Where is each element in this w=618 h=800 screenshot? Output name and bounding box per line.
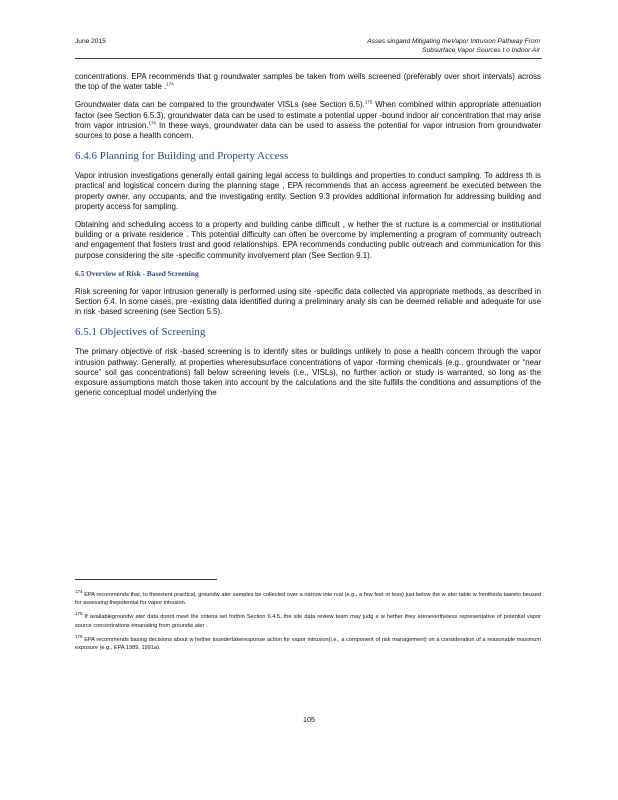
footnote-text: EPA recommends that, to theextent practical, groundw ater samples be collected over a narrow inte rval (e.g., a few feet or less) just below the w ater table w hentheda taareto beused for assessing thepotential for vapor intrusion. [75,592,541,607]
body-text [75,72,541,398]
paragraph-text: Groundwater data can be compared to the groundwater VISLs (see Section 6.5). [75,100,365,110]
header-title [367,38,540,55]
heading-6-5: 6.5 Overview of Risk - Based Screening [75,268,199,278]
header-rule [75,58,542,59]
footnote-ref: 174 [166,81,174,87]
paragraph-risk-screening: Risk screening for vapor intrusion generally is performed using site -specific data collected via appropriate methods, as described in Section 6.4. In some cases, pre -existing data identified during a preliminary analy sis can be deemed reliable and adequate for use in risk -based screening (see Section 5.5). [75,286,541,317]
footnote-text: EPA recommends basing decisions about w hether toundertakeresponse action for vapor intrusion(i.e., a component of risk management) on a consideration of a reasonable maximum exposure (e.g., EPA 1989, 1991a). [75,636,541,652]
heading-6-5-1: 6.5.1 Objectives of Screening [75,326,206,339]
footnote-174 [75,591,541,607]
footnote-176 [75,633,541,652]
header-date: June 2015 [75,38,106,45]
footnote-175 [75,613,541,629]
footnotes [75,591,541,658]
header-title-line1: Asses singand Mitigating theVapor Intrusion Pathway From [367,38,540,45]
paragraph-groundwater-samples [75,72,541,92]
paragraph-text: When combined within appropriate attenuation factor (see Section 6.5.3), groundwater data can be used to estimate a potential upper -bound indoor air concentration that may arise from vapor intrusion. [75,100,541,130]
paragraph-text: In these ways, groundwater data can be used to assess the potential for vapor intrusion from groundwater sources to pose a health concern. [75,120,542,141]
page-number: 105 [303,715,315,724]
footnote-ref: 176 [148,120,157,126]
footnote-ref: 175 [364,99,373,105]
footnote-number: 174 [75,589,83,595]
footnote-text: If availablegroundw ater data donot meet the criteria set forthin Section 6.4.5, the site data review team may judg e w hether they arenevertheless representative of potential vapor source concentrations emanating from groundw ater . [75,614,541,629]
heading-6-4-6: 6.4.6 Planning for Building and Property Access [75,150,289,163]
paragraph-outreach: Obtaining and scheduling access to a property and building canbe difficult , w hether the st ructure is a commercial or institutional building or a private residence . This potential difficulty can often be overcome by implementing a program of community outreach and engagement that fosters trust and good relationships. EPA recommends conducting public outreach and communication for this purpose considering the site -specific community involvement plan (See Section 9.1). [75,220,541,260]
header-title-line2: Subsurface Vapor Sources t o Indoor Air [422,46,540,54]
footnote-rule [75,579,217,580]
paragraph-groundwater-visls [75,100,541,141]
footnote-number: 175 [75,611,83,617]
paragraph-access-agreement: Vapor intrusion investigations generally entail gaining legal access to buildings and properties to conduct sampling. To address th is practical and logistical concern during the planning stage , EPA recommends that an access agreement be executed between the property owner, any occupants, and the investigating entity. Section 9.3 provides additional information for addressing building and property access for sampling. [75,171,541,211]
paragraph-objectives: The primary objective of risk -based screening is to identify sites or buildings unlikely to pose a health concern through the vapor intrusion pathway. Generally, at properties wheresubsurface concentrations of vapor -forming chemicals (e.g., groundwater or “near source” soil gas concentrations) fall below screening levels (i.e., VISLs), no further action or study is warranted, so long as the exposure assumptions match those taken into account by the calculations and the site fulfills the conditions and assumptions of the generic conceptual model underlying the [75,347,541,398]
footnote-number: 176 [75,633,83,639]
paragraph-text: concentrations. EPA recommends that g roundwater samples be taken from wells screened (preferably over short intervals) across the top of the water table . [75,72,541,92]
